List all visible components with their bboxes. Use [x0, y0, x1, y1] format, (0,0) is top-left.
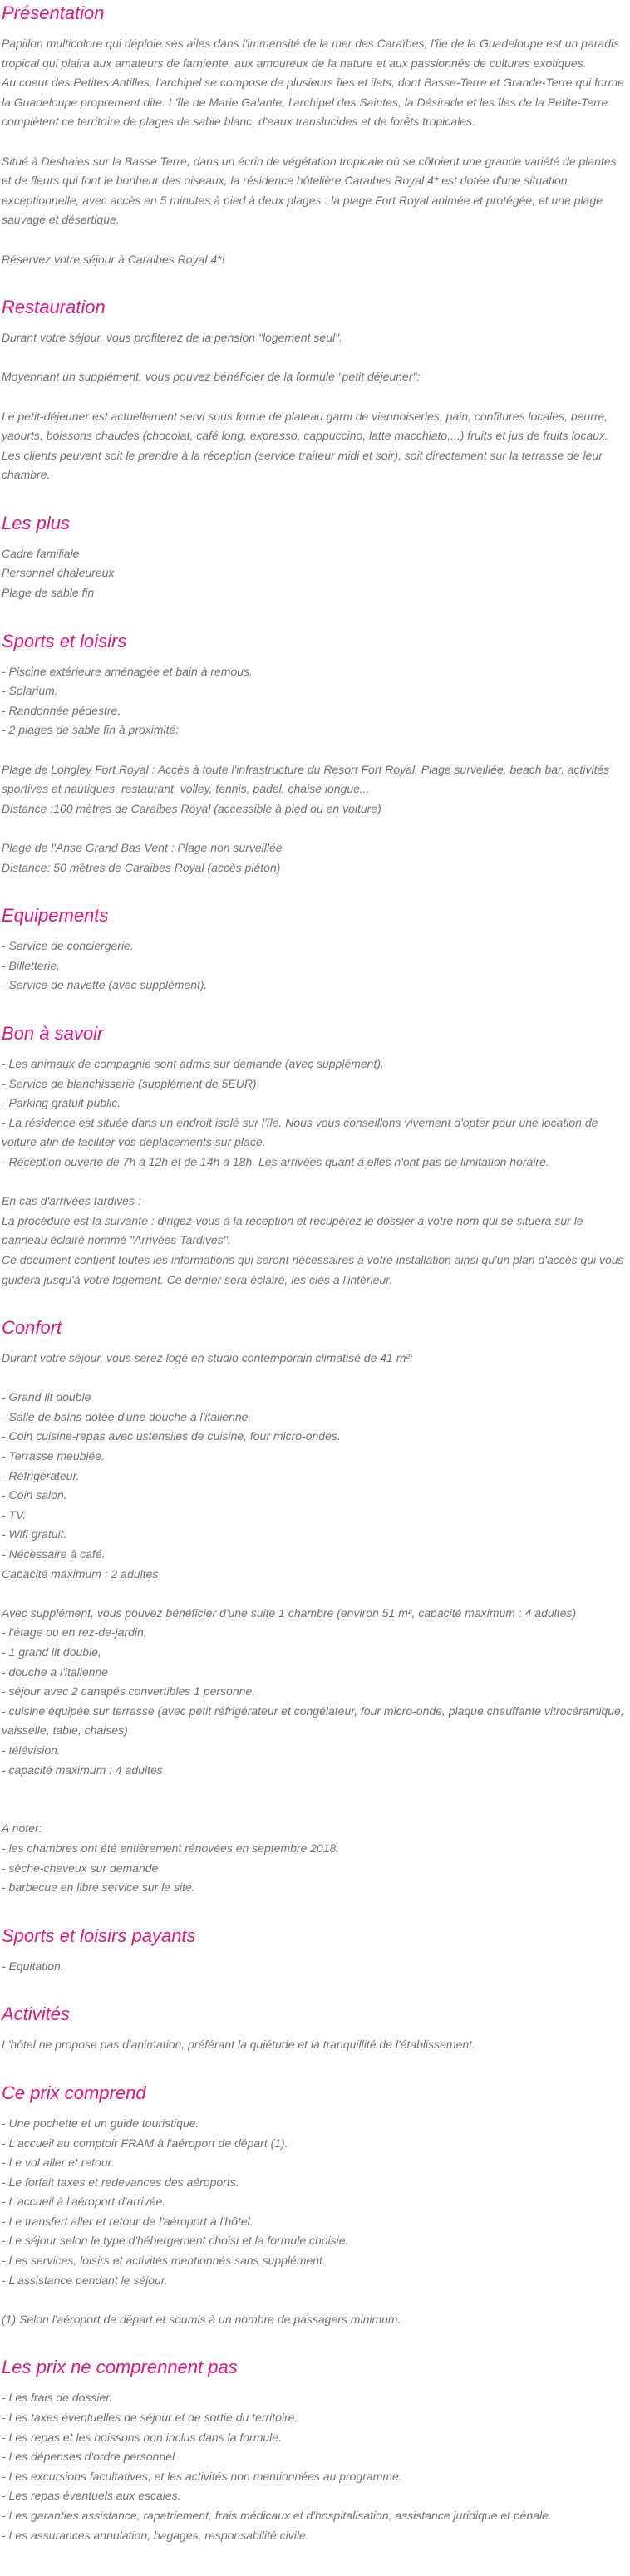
list-item: - Les garanties assistance, rapatriement, frais médicaux et d'hospitalisation, assistance juridique et pénale. [2, 2509, 552, 2522]
list [2, 1388, 627, 1584]
paragraph-line: Durant votre séjour, vous serez logé en studio contemporain climatisé de 41 m²: [2, 1351, 413, 1365]
list-item: - Service de blanchisserie (supplément de 5EUR) [2, 1076, 257, 1090]
list [2, 662, 627, 740]
list-item: - Les excursions facultatives, et les activités non mentionnées au programme. [2, 2469, 402, 2483]
list-item: - Salle de bains dotée d'une douche à l'italienne. [2, 1409, 252, 1423]
section-title-prix-ne-comprennent-pas: Les prix ne comprennent pas [2, 2357, 238, 2378]
list-item: Cadre familiale [2, 546, 80, 560]
section-title-activites: Activités [2, 2003, 70, 2025]
paragraph-line: Distance: 50 mètres de Caraibes Royal (accès piéton) [2, 860, 281, 874]
list-item: - Le forfait taxes et redevances des aéroports. [2, 2175, 239, 2189]
paragraph-line: Ce document contient toutes les informations qui seront nécessaires à votre installation ainsi qu'un plan d'accès qui vous guidera jusqu'à votre logement. Ce dernier sera éclairé, les clés à l'intérieur. [2, 1252, 624, 1286]
paragraph [2, 2035, 627, 2055]
paragraph [2, 367, 627, 387]
section-presentation [2, 1, 627, 269]
note-label: A noter: [2, 1821, 42, 1836]
list-item: - Equitation. [2, 1959, 64, 1973]
list-item: - Les services, loisirs et activités mentionnés sans supplément. [2, 2254, 326, 2268]
list-item: - télévision. [2, 1743, 61, 1757]
list-item: - Le séjour selon le type d'hébergement choisi et la formule choisie. [2, 2234, 349, 2248]
list-item: - 2 plages de sable fin à proximité: [2, 723, 180, 737]
paragraph-line: Le petit-déjeuner est actuellement servi sous forme de plateau garni de viennoiseries, pain, confitures locales, beurre, yaourts, boissons chaudes (chocolat, café long, expresso, cappuccino, latte macchiato,...) fruits et jus de fruits locaux. Les clients peuvent soit le prendre à la réception (service traiteur midi et soir), soit directement sur la terrasse de leur chambre. [2, 409, 608, 482]
section-sports-loisirs-payants [2, 1924, 627, 1977]
paragraph-line: Distance :100 mètres de Caraibes Royal (accessible à pied ou en voiture) [2, 801, 381, 815]
list [2, 2114, 627, 2290]
footnote-line: (1) Selon l'aéroport de départ et soumis à un nombre de passagers minimum. [2, 2312, 401, 2326]
list [2, 1604, 627, 1780]
list-item: - L'accueil à l'aéroport d'arrivée. [2, 2195, 166, 2209]
paragraph-line: En cas d'arrivées tardives : [2, 1194, 141, 1208]
paragraph [2, 328, 627, 348]
list-item: - Réfrigérateur. [2, 1468, 80, 1482]
capacity-line: Capacité maximum : 2 adultes [2, 1566, 159, 1581]
list-item: - séjour avec 2 canapés convertibles 1 personne, [2, 1684, 256, 1698]
list [2, 544, 627, 603]
section-bon-a-savoir [2, 1021, 627, 1290]
section-title-sports-loisirs-payants: Sports et loisirs payants [2, 1925, 196, 1946]
paragraph [2, 250, 627, 270]
list-item: - L'accueil au comptoir FRAM à l'aéroport de départ (1). [2, 2136, 288, 2150]
list-item: - barbecue en libre service sur le site. [2, 1880, 195, 1895]
section-equipements [2, 903, 627, 995]
list-item: - Coin cuisine-repas avec ustensiles de cuisine, four micro-ondes. [2, 1429, 341, 1443]
list-item: - Les repas et les boissons non inclus dans la formule. [2, 2430, 282, 2444]
section-title-confort: Confort [2, 1317, 62, 1339]
paragraph-line: La procédure est la suivante : dirigez-vous à la réception et récupérez le dossier à votre nom qui se situera sur le panneau éclairé nommé "Arrivées Tardives". [2, 1213, 583, 1247]
list-item: - Les assurances annulation, bagages, responsabilité civile. [2, 2528, 309, 2542]
list-item: - La résidence est située dans un endroit isolé sur l'île. Nous vous conseillons vivement d'opter pour une location de voiture afin de faciliter vos déplacements sur place. [2, 1115, 598, 1149]
list-item: - Réception ouverte de 7h à 12h et de 14h à 18h. Les arrivées quant à elles n'ont pas de limitation horaire. [2, 1154, 549, 1168]
list-item: - l'étage ou en rez-de-jardin, [2, 1625, 147, 1639]
paragraph [2, 1349, 627, 1369]
section-les-plus [2, 511, 627, 603]
paragraph-line: Durant votre séjour, vous profiterez de la pension "logement seul". [2, 331, 342, 345]
paragraph-line: Avec supplément, vous pouvez bénéficier d'une suite 1 chambre (environ 51 m², capacité maximum : 4 adultes) [2, 1605, 577, 1620]
paragraph-line: Moyennant un supplément, vous pouvez bénéficier de la formule "petit déjeuner": [2, 370, 421, 384]
section-title-les-plus: Les plus [2, 512, 70, 533]
paragraph-line: Papillon multicolore qui déploie ses ailes dans l'immensité de la mer des Caraïbes, l'île de la Guadeloupe est un paradis tropical qui plaira aux amateurs de farniente, aux amoureux de la nature et aux passionnés de cultures exotiques. [2, 37, 620, 70]
list-item: - Les repas éventuels aux escales. [2, 2489, 181, 2503]
list-item: - Billetterie. [2, 958, 61, 972]
section-restauration [2, 295, 627, 485]
list [2, 1819, 627, 1897]
section-ce-prix-comprend [2, 2081, 627, 2330]
section-title-ce-prix-comprend: Ce prix comprend [2, 2082, 146, 2103]
list-item: - 1 grand lit double, [2, 1645, 101, 1659]
list-item: Personnel chaleureux [2, 566, 115, 580]
section-sports-loisirs [2, 629, 627, 878]
paragraph-line: Réservez votre séjour à Caraibes Royal 4*! [2, 252, 225, 266]
list-item: Plage de sable fin [2, 586, 95, 600]
section-title-bon-a-savoir: Bon à savoir [2, 1022, 104, 1044]
list [2, 1957, 627, 1977]
section-title-equipements: Equipements [2, 905, 109, 927]
list-item: - cuisine équipée sur terrasse (avec petit réfrigérateur et congélateur, four micro-onde, plaque chauffante vitrocéramique, vaisselle, table, chaises) [2, 1703, 624, 1738]
paragraph-line: L'hôtel ne propose pas d'animation, préférant la quiétude et la tranquillité de l'établissement. [2, 2038, 475, 2052]
paragraph [2, 152, 627, 230]
list-item: - Piscine extérieure aménagée et bain à remous. [2, 664, 253, 678]
list-item: - Service de navette (avec supplément). [2, 978, 208, 992]
paragraph-line: Plage de Longley Fort Royal : Accès à toute l'infrastructure du Resort Fort Royal. Plage surveillée, beach bar, activités sportives et nautiques, restaurant, volley, tennis, padel, chaise longue... [2, 762, 610, 796]
list-item: - douche a l'italienne [2, 1664, 108, 1679]
list-item: - Grand lit double [2, 1390, 91, 1404]
paragraph-line: Situé à Deshaies sur la Basse Terre, dans un écrin de végétation tropicale où se côtoient une grande variété de plantes et de fleurs qui font le bonheur des oiseaux, la résidence hôtelière Caraibes Royal 4* est dotée d'une situation exceptionnelle, avec accès en 5 minutes à pied à deux plages : la plage Fort Royal animée et protégée, et une plage sauvage et désertique. [2, 154, 617, 227]
list [2, 1054, 627, 1172]
list-item: - TV. [2, 1507, 27, 1522]
list-item: - Randonnée pédestre. [2, 703, 121, 717]
list-item: - Le vol aller et retour. [2, 2156, 115, 2170]
list-item: - Service de conciergerie. [2, 939, 134, 953]
paragraph-line: Plage de l'Anse Grand Bas Vent : Plage non surveillée [2, 841, 283, 854]
paragraph [2, 407, 627, 485]
list-item: - capacité maximum : 4 adultes [2, 1762, 163, 1777]
footnote [2, 2310, 627, 2330]
list-item: - Parking gratuit public. [2, 1096, 121, 1110]
list-item: - Les taxes éventuelles de séjour et de sortie du territoire. [2, 2411, 298, 2425]
paragraph [2, 34, 627, 132]
list-item: - les chambres ont été entièrement rénovées en septembre 2018. [2, 1841, 340, 1855]
list-item: - sèche-cheveux sur demande [2, 1861, 159, 1875]
list-item: - Une pochette et un guide touristique. [2, 2116, 199, 2130]
list-item: - Solarium. [2, 684, 58, 698]
list-item: - Nécessaire à café. [2, 1547, 106, 1561]
list-item: - Coin salon. [2, 1488, 67, 1502]
section-title-sports-loisirs: Sports et loisirs [2, 630, 127, 651]
paragraph [2, 1192, 627, 1290]
list-item: - Les animaux de compagnie sont admis sur demande (avec supplément). [2, 1056, 384, 1070]
list-item: - L'assistance pendant le séjour. [2, 2273, 168, 2287]
section-confort [2, 1315, 627, 1898]
list [2, 2388, 627, 2545]
paragraph [2, 760, 627, 819]
list-item: - Wifi gratuit. [2, 1527, 67, 1541]
section-prix-ne-comprennent-pas [2, 2355, 627, 2545]
list-item: - Les dépenses d'ordre personnel [2, 2450, 175, 2464]
section-title-restauration: Restauration [2, 297, 106, 318]
section-activites [2, 2002, 627, 2055]
list-item: - Les frais de dossier. [2, 2391, 113, 2405]
list-item: - Le transfert aller et retour de l'aéroport à l'hôtel. [2, 2214, 253, 2228]
list-item: - Terrasse meublée. [2, 1449, 105, 1463]
paragraph-line: Au coeur des Petites Antilles, l'archipel se compose de plusieurs îles et ilets, dont Basse-Terre et Grande-Terre qui forme la Guadeloupe proprement dite. L'île de Marie Galante, l'archipel des Saintes, la Désirade et les îles de la Petite-Terre complètent ce territoire de plages de sable blanc, d'eaux translucides et de forêts tropicales. [2, 76, 624, 129]
list [2, 937, 627, 995]
section-title-presentation: Présentation [2, 2, 105, 23]
paragraph [2, 838, 627, 878]
